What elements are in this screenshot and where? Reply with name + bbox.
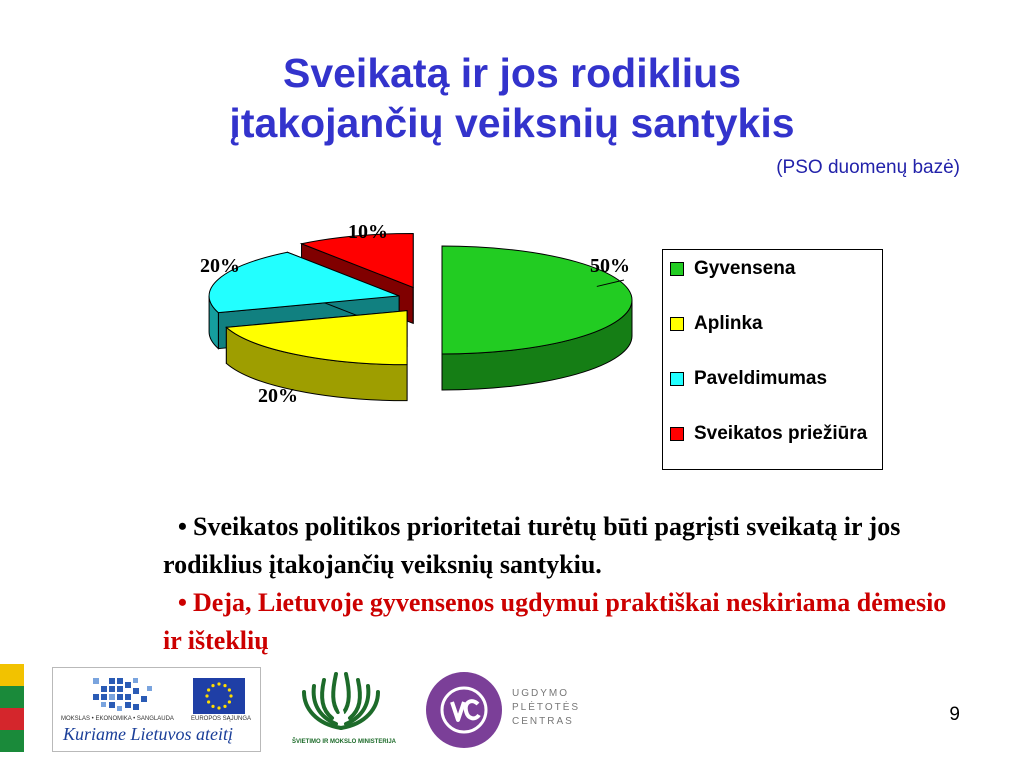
bullet-2 — [163, 584, 963, 660]
eu-flag-icon — [193, 678, 245, 714]
upc-line-1: UGDYMO — [512, 688, 569, 699]
eu-star-icon — [217, 682, 220, 685]
eu-logo-caption-left: MOKSLAS • EKONOMIKA • SANGLAUDA — [61, 716, 174, 722]
eu-star-icon — [228, 688, 231, 691]
legend-label: Aplinka — [694, 313, 763, 334]
legend-swatch — [670, 317, 684, 331]
bullet-dot-icon: • — [177, 512, 187, 541]
pie-label-aplinka: 20% — [258, 385, 298, 407]
pie-label-sveikatos: 10% — [348, 221, 388, 243]
legend-swatch — [670, 427, 684, 441]
bullet-1 — [163, 508, 963, 584]
eu-star-icon — [207, 688, 210, 691]
title-line-1: Sveikatą ir jos rodiklius — [282, 50, 742, 96]
bullet-dot-icon: • — [177, 588, 187, 617]
chart-legend — [662, 249, 883, 470]
stripe-yellow — [0, 664, 24, 686]
bullet-1-text: Sveikatos politikos prioritetai turėtų būti pagrįsti sveikatą ir jos rodiklius įtakojančių veiksnių santykiu. — [163, 512, 901, 579]
legend-swatch — [670, 372, 684, 386]
eu-star-icon — [207, 700, 210, 703]
stripe-green — [0, 686, 24, 708]
legend-label: Sveikatos priežiūra — [694, 423, 868, 444]
upc-text — [512, 687, 580, 729]
source-note: (PSO duomenų bazė) — [776, 157, 960, 178]
eu-star-icon — [223, 705, 226, 708]
eu-star-icon — [211, 705, 214, 708]
eu-star-icon — [223, 684, 226, 687]
bullet-list — [163, 508, 963, 660]
eu-slogan: Kuriame Lietuvos ateitį — [63, 724, 233, 744]
eu-funding-logo — [52, 667, 261, 752]
bullet-2-text: Deja, Lietuvoje gyvensenos ugdymui praktiškai neskiriama dėmesio ir išteklių — [163, 588, 947, 655]
mosaic-icon — [89, 676, 159, 716]
upc-line-2: PLĖTOTĖS — [512, 702, 581, 713]
eu-star-icon — [229, 694, 232, 697]
eu-star-icon — [217, 706, 220, 709]
eu-logo-caption-right: EUROPOS SĄJUNGA — [191, 716, 252, 722]
ministry-caption: ŠVIETIMO IR MOKSLO MINISTERIJA — [292, 739, 397, 745]
page-number: 9 — [949, 704, 960, 725]
stripe-green-bottom — [0, 730, 24, 752]
ministry-logo-icon — [296, 668, 386, 736]
stripe-red — [0, 708, 24, 730]
pie-label-paveldimumas: 20% — [200, 255, 240, 277]
eu-star-icon — [211, 684, 214, 687]
eu-star-icon — [228, 700, 231, 703]
upc-line-3: CENTRAS — [512, 716, 574, 727]
title-line-2: įtakojančių veiksnių santykis — [229, 100, 795, 146]
legend-swatch — [670, 262, 684, 276]
upc-logo-icon — [424, 670, 504, 750]
eu-star-icon — [205, 694, 208, 697]
legend-label: Paveldimumas — [694, 368, 828, 389]
pie-label-gyvensena: 50% — [590, 255, 630, 277]
legend-label: Gyvensena — [694, 258, 796, 279]
